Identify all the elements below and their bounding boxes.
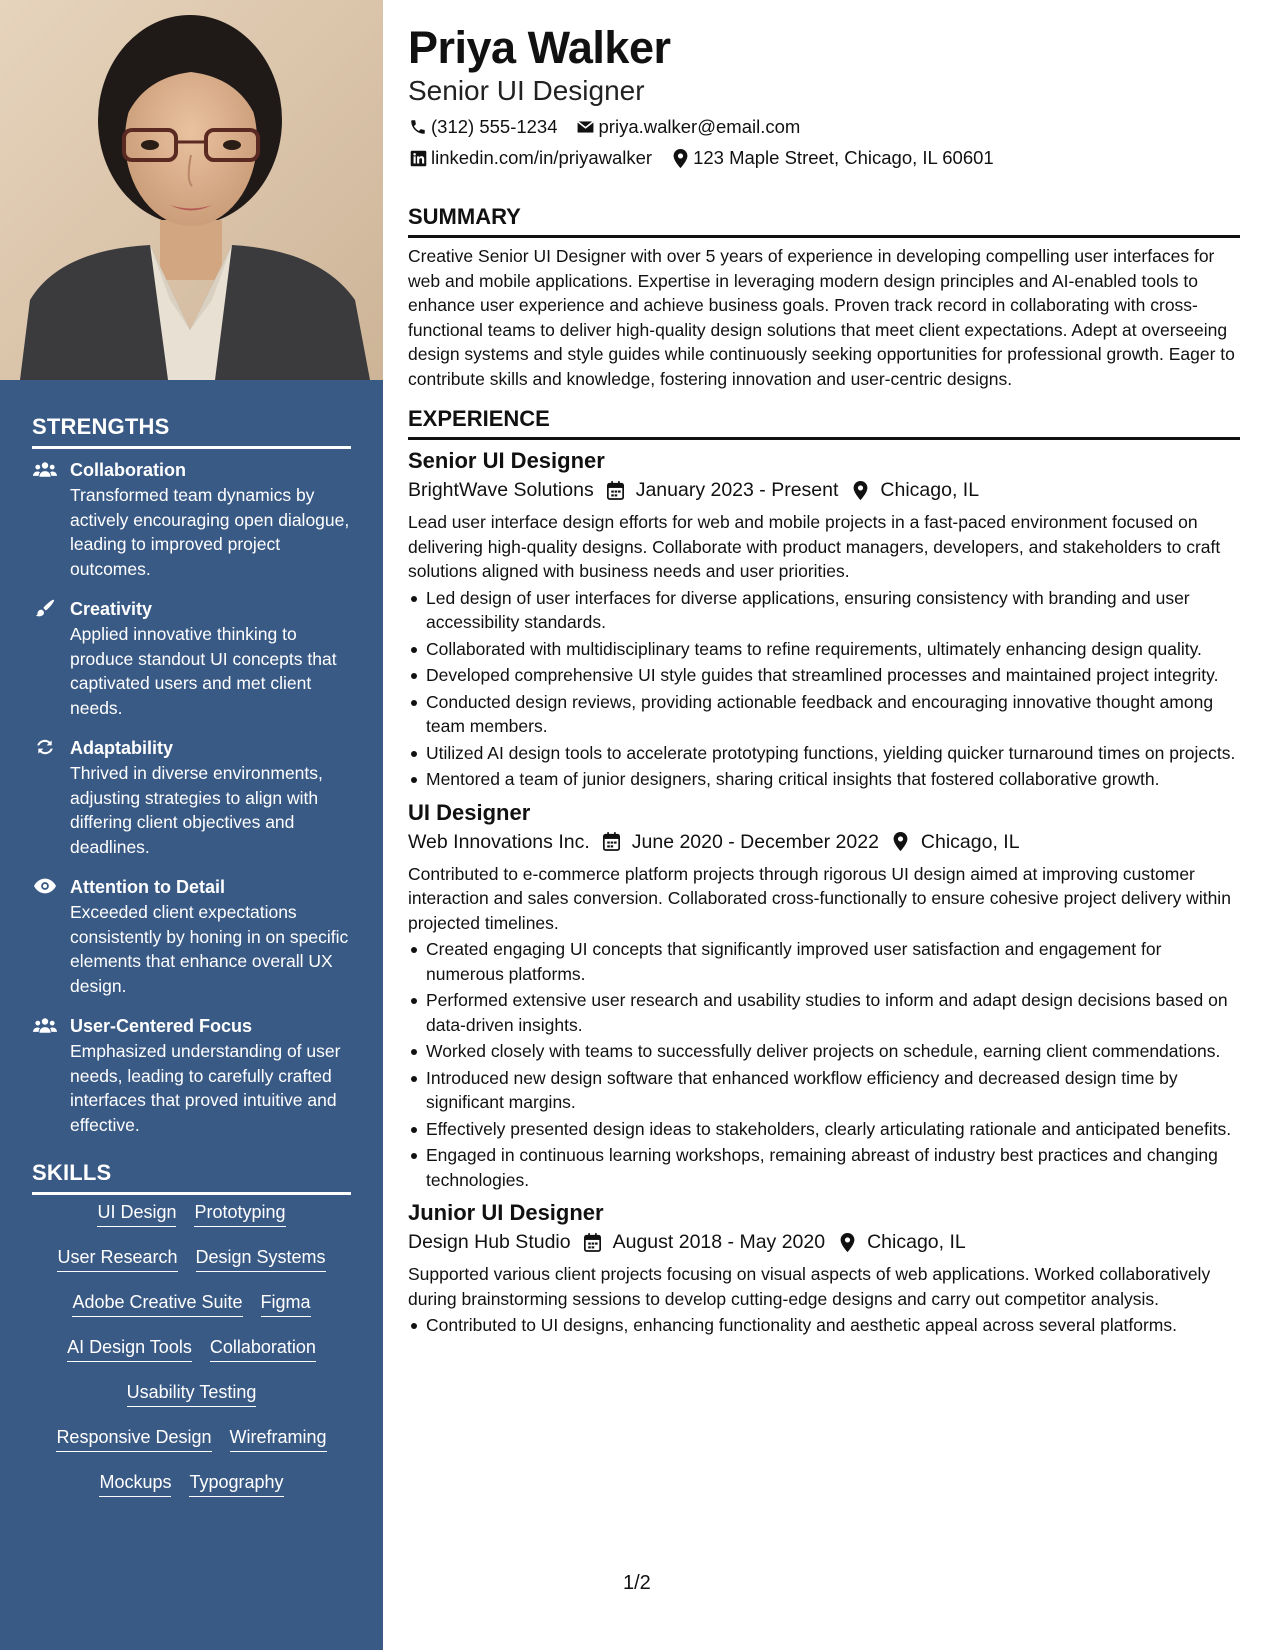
- bullet-item: Contributed to UI designs, enhancing functionality and aesthetic appeal across several platforms.: [408, 1313, 1240, 1338]
- candidate-name: Priya Walker: [408, 22, 671, 73]
- strength-desc: Exceeded client expectations consistently by honing in on specific elements that enhance overall UX design.: [70, 902, 349, 996]
- strength-item: [32, 875, 352, 998]
- job-description: Lead user interface design efforts for web and mobile projects in a fast-paced environment focused on delivering high-quality designs. Collaborate with product managers, developers, and stakeholders to craft solutions aligned with business needs and user priorities.: [408, 512, 1221, 581]
- job-company: Design Hub Studio: [408, 1231, 571, 1253]
- skill-tag: Collaboration: [210, 1335, 316, 1362]
- skill-tag: Prototyping: [194, 1200, 285, 1227]
- skill-tag: Figma: [261, 1290, 311, 1317]
- contact-row-1: [408, 114, 1240, 140]
- map-pin-icon: [850, 480, 870, 500]
- job-bullets: [408, 1313, 1240, 1338]
- contact-row-2: [408, 145, 1240, 171]
- skill-tag: User Research: [57, 1245, 177, 1272]
- job-meta: [408, 476, 1240, 504]
- skill-row: [32, 1335, 351, 1380]
- strength-item: [32, 1014, 352, 1137]
- skill-tag: Adobe Creative Suite: [72, 1290, 242, 1317]
- phone-icon: [408, 117, 428, 137]
- bullet-item: Engaged in continuous learning workshops, remaining abreast of industry best practices and changing technologies.: [408, 1143, 1240, 1192]
- strength-desc: Emphasized understanding of user needs, leading to carefully crafted interfaces that proved intuitive and effective.: [70, 1041, 341, 1135]
- job-location: Chicago, IL: [880, 479, 980, 501]
- strength-title: User-Centered Focus: [70, 1016, 253, 1036]
- job-dates: January 2023 - Present: [635, 479, 839, 501]
- job-dates: August 2018 - May 2020: [612, 1231, 826, 1253]
- job-dates: June 2020 - December 2022: [631, 830, 879, 853]
- bullet-item: Introduced new design software that enhanced workflow efficiency and decreased design time by significant margins.: [408, 1066, 1240, 1115]
- strength-title: Creativity: [70, 599, 153, 619]
- job-role: UI Designer: [408, 799, 531, 825]
- skill-tag: Wireframing: [230, 1425, 327, 1452]
- skill-row: [32, 1200, 351, 1245]
- strengths-list: [32, 458, 352, 1153]
- phone-text: (312) 555-1234: [431, 116, 558, 137]
- calendar-icon: [606, 480, 626, 500]
- skill-row: [32, 1425, 351, 1470]
- job-description: Supported various client projects focusing on visual aspects of web applications. Worked collaboratively during brainstorming sessions to develop cutting-edge designs and carry out competitor analysis.: [408, 1264, 1211, 1309]
- job-description: Contributed to e-commerce platform projects through rigorous UI design aimed at improving customer interaction and sales conversion. Collaborated cross-functionally to ensure cohesive project delivery within projected timelines.: [408, 863, 1231, 933]
- bullet-item: Collaborated with multidisciplinary teams to refine requirements, ultimately enhancing design quality.: [408, 637, 1240, 662]
- job-role: Senior UI Designer: [408, 448, 605, 473]
- job-meta: [408, 1228, 1240, 1256]
- skill-tag: Typography: [189, 1470, 283, 1497]
- experience-section: [408, 405, 1240, 1338]
- contact-address: [670, 145, 994, 171]
- envelope-icon: [576, 117, 596, 137]
- skill-row: [32, 1470, 351, 1515]
- map-pin-icon: [837, 1232, 857, 1252]
- bullet-item: Conducted design reviews, providing actionable feedback and encouraging innovative thought among team members.: [408, 690, 1240, 739]
- calendar-icon: [602, 832, 622, 852]
- strengths-heading: STRENGTHS: [32, 414, 351, 449]
- job-company: Web Innovations Inc.: [408, 830, 590, 853]
- paintbrush-icon: [32, 598, 58, 618]
- job-bullets: [408, 937, 1240, 1192]
- linkedin-icon: [408, 148, 428, 168]
- map-pin-icon: [891, 832, 911, 852]
- email-text: priya.walker@email.com: [598, 116, 801, 137]
- job-bullets: [408, 586, 1240, 792]
- candidate-title: Senior UI Designer: [408, 75, 645, 106]
- linkedin-text: linkedin.com/in/priyawalker: [431, 147, 653, 168]
- job-entry: [408, 446, 1240, 792]
- bullet-item: Created engaging UI concepts that significantly improved user satisfaction and engagement for numerous platforms.: [408, 937, 1240, 986]
- skill-tag: Usability Testing: [127, 1380, 257, 1407]
- strength-item: [32, 597, 352, 720]
- users-icon: [32, 459, 58, 479]
- map-pin-icon: [670, 148, 690, 168]
- page-number: 1/2: [623, 1572, 651, 1594]
- job-entry: [408, 798, 1240, 1193]
- job-location: Chicago, IL: [920, 830, 1020, 853]
- strength-desc: Thrived in diverse environments, adjusting strategies to align with differing client objectives and deadlines.: [70, 763, 323, 857]
- profile-photo: [0, 0, 383, 380]
- skills-heading: SKILLS: [32, 1160, 351, 1195]
- bullet-item: Effectively presented design ideas to stakeholders, clearly articulating rationale and anticipated benefits.: [408, 1117, 1240, 1142]
- job-company: BrightWave Solutions: [408, 479, 594, 501]
- job-entry: [408, 1198, 1240, 1338]
- calendar-icon: [583, 1232, 603, 1252]
- skill-row: [32, 1245, 351, 1290]
- main-content: [408, 20, 1240, 1340]
- strength-title: Adaptability: [70, 738, 174, 758]
- job-list: [408, 446, 1240, 1338]
- bullet-item: Mentored a team of junior designers, sharing critical insights that fostered collaborative growth.: [408, 767, 1240, 792]
- bullet-item: Developed comprehensive UI style guides that streamlined processes and maintained project integrity.: [408, 663, 1240, 688]
- bullet-item: Worked closely with teams to successfully deliver projects on schedule, earning client commendations.: [408, 1039, 1240, 1064]
- strength-item: [32, 736, 352, 859]
- strength-item: [32, 458, 352, 581]
- strength-title: Collaboration: [70, 460, 186, 480]
- address-text: 123 Maple Street, Chicago, IL 60601: [693, 147, 994, 168]
- contact-linkedin[interactable]: [408, 145, 652, 171]
- users-icon: [32, 1015, 58, 1035]
- contact-phone: [408, 114, 558, 140]
- contact-email[interactable]: [576, 114, 801, 140]
- summary-heading: SUMMARY: [408, 203, 1240, 238]
- skill-row: [32, 1380, 351, 1425]
- sync-icon: [32, 737, 58, 757]
- strength-desc: Applied innovative thinking to produce standout UI concepts that captivated users and met client needs.: [70, 624, 337, 718]
- bullet-item: Performed extensive user research and usability studies to inform and adapt design decisions based on data-driven insights.: [408, 988, 1240, 1037]
- eye-icon: [32, 876, 58, 896]
- skills-list: [32, 1200, 351, 1515]
- strength-desc: Transformed team dynamics by actively encouraging open dialogue, leading to improved project outcomes.: [70, 485, 350, 579]
- skill-tag: Responsive Design: [56, 1425, 211, 1452]
- summary-text: Creative Senior UI Designer with over 5 years of experience in developing compelling user interfaces for web and mobile applications. Expertise in leveraging modern design principles and AI-enabled tools to enhance user experience and achieve business goals. Proven track record in collaborating with cross-functional teams to deliver high-quality design solutions that meet client expectations. Adept at overseeing design systems and style guides while continuously seeking opportunities for professional growth. Eager to contribute skills and knowledge, fostering innovation and user-centric designs.: [408, 246, 1235, 389]
- job-location: Chicago, IL: [867, 1231, 966, 1253]
- skill-row: [32, 1290, 351, 1335]
- job-role: Junior UI Designer: [408, 1200, 604, 1225]
- bullet-item: Led design of user interfaces for diverse applications, ensuring consistency with branding and user accessibility standards.: [408, 586, 1240, 635]
- summary-section: [408, 203, 1240, 391]
- skill-tag: Design Systems: [196, 1245, 326, 1272]
- experience-heading: EXPERIENCE: [408, 405, 1240, 440]
- skill-tag: Mockups: [99, 1470, 171, 1497]
- skill-tag: AI Design Tools: [67, 1335, 192, 1362]
- bullet-item: Utilized AI design tools to accelerate prototyping functions, yielding quicker turnaround times on projects.: [408, 741, 1240, 766]
- skill-tag: UI Design: [97, 1200, 176, 1227]
- strength-title: Attention to Detail: [70, 877, 225, 897]
- sidebar: [0, 0, 383, 1650]
- job-meta: [408, 828, 1240, 856]
